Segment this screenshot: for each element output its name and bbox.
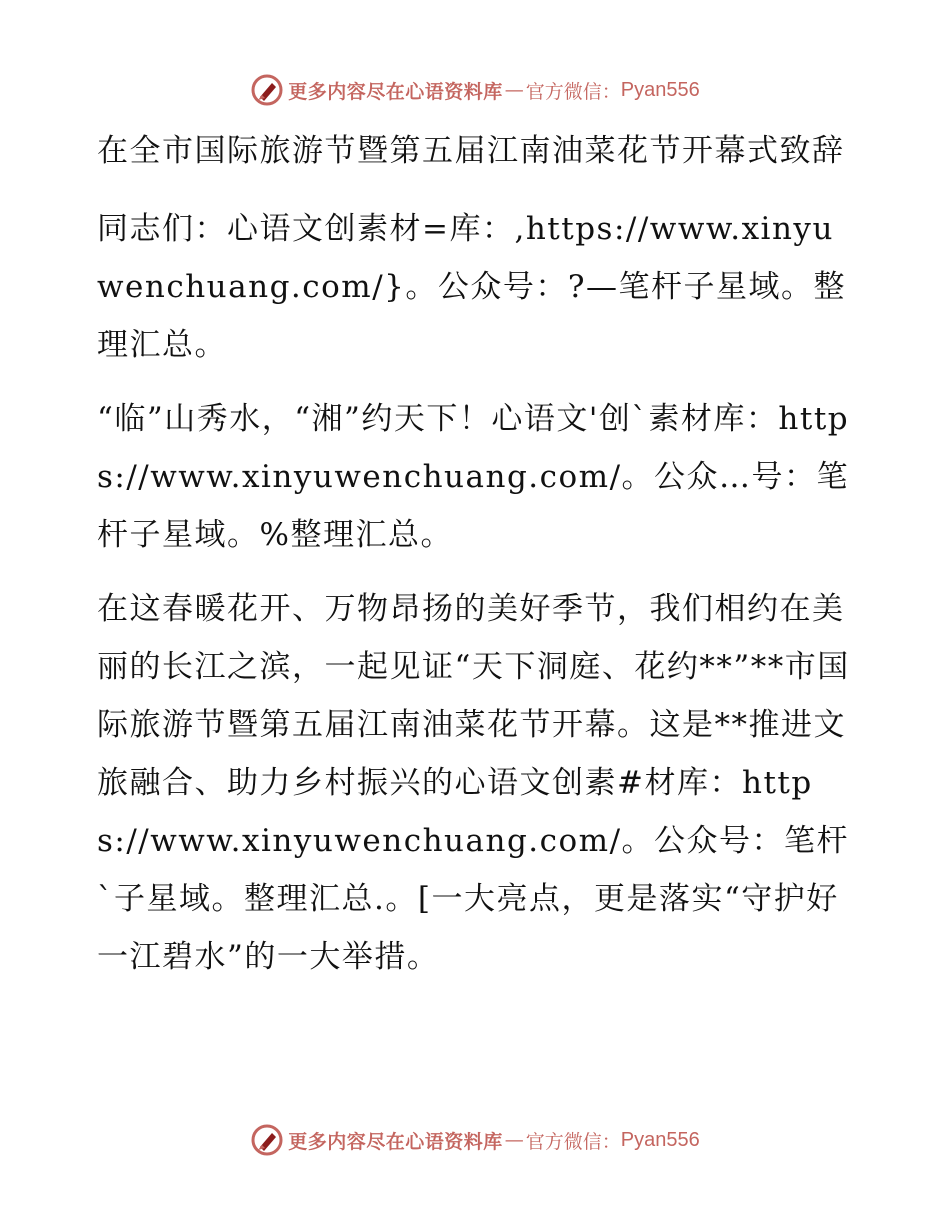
footer-banner-content [250, 1123, 700, 1157]
banner-main-text: 更多内容尽在心语资料库 [288, 80, 503, 103]
document-title: 在全市国际旅游节暨第五届江南油菜花节开幕式致辞 [97, 133, 845, 169]
pen-nib-logo-icon [250, 1123, 284, 1157]
banner-wechat-id: Pyan556 [620, 78, 700, 101]
banner-wechat-label: 官方微信： [525, 1130, 621, 1153]
banner-wechat-id: Pyan556 [620, 1128, 700, 1151]
header-banner [0, 70, 950, 110]
header-banner-content [250, 73, 700, 107]
paragraph-2: “临”山秀水，“湘”约天下！心语文'创`素材库：https://www.xinyuwenchuang.com/。公众…号：笔杆子星域。%整理汇总。 [97, 401, 850, 553]
banner-wechat-label: 官方微信： [525, 80, 621, 103]
banner-dash: — [504, 1129, 524, 1151]
pen-nib-logo-icon [250, 73, 284, 107]
banner-main-text: 更多内容尽在心语资料库 [288, 1130, 503, 1153]
banner-dash: — [504, 79, 524, 101]
paragraph-3: 在这春暖花开、万物昂扬的美好季节，我们相约在美丽的长江之滨，一起见证“天下洞庭、花约**”**市国际旅游节暨第五届江南油菜花节开幕。这是**推进文旅融合、助力乡村振兴的心语文创素#材库：https://www.xinyuwenchuang.com/。公众号：笔杆`子星域。整理汇总.。[一大亮点，更是落实“守护好一江碧水”的一大举措。 [97, 591, 850, 975]
footer-banner [0, 1120, 950, 1160]
document-body [97, 122, 857, 1002]
paragraph-1: 同志们：心语文创素材=库：,https://www.xinyuwenchuang.com/}。公众号：?—笔杆子星域。整理汇总。 [97, 211, 846, 363]
